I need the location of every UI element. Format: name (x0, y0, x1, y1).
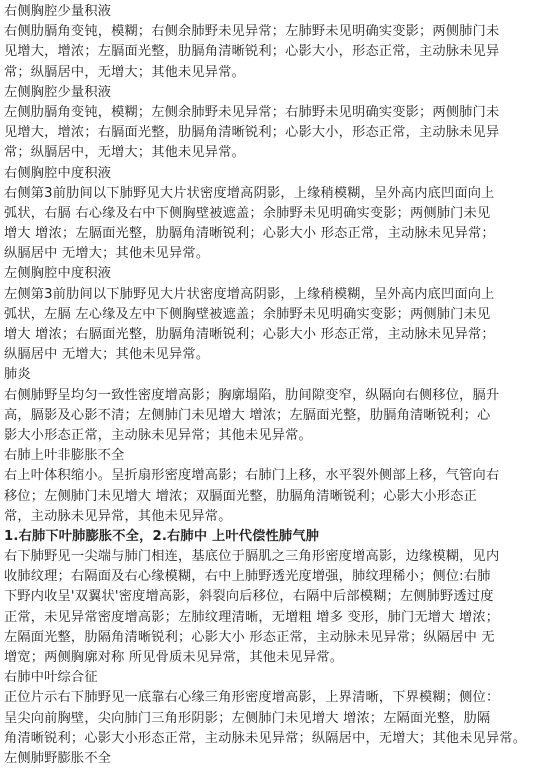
section-text-line: 左隔面光整，肋隔角清晰锐利；心影大小 形态正常，主动脉未见异常；纵隔居中 无 (4, 629, 495, 645)
section-text-line: 右侧肋膈角变钝，模糊；右侧余肺野未见异常；左肺野未见明确实变影；两侧肺门未 (4, 24, 500, 40)
section-title: 左侧胸腔少量积液 (4, 84, 112, 100)
section-text-line: 常；纵膈居中，无增大；其他未见异常。 (4, 145, 245, 161)
section-text-line: 增大 增浓；左膈面光整，肋膈角清晰锐利；心影大小 形态正常，主动脉未见异常； (4, 226, 495, 242)
section-text-line: 增大 增浓；右膈面光整，肋膈角清晰锐利；心影大小 形态正常，主动脉未见异常； (4, 327, 495, 342)
section-text-line: 下野内收呈'双翼状'密度增高影，斜裂向后移位，右隔中后部模糊；左侧肺野透过度 (4, 589, 494, 605)
section-text-line: 见增大，增浓；左膈面光整，肋膈角清晰锐利；心影大小，形态正常，主动脉未见异 (4, 44, 500, 60)
section-text-line: 增宽；两侧胸廓对称 所见骨质未见异常，其他未见异常。 (4, 650, 344, 665)
section-text-line: 影大小形态正常，主动脉未见异常；其他未见异常。 (4, 427, 312, 443)
section-title: 右肺上叶非膨胀不全 (4, 448, 125, 464)
section-text-line: 右侧第3前肋间以下肺野见大片状密度增高阴影，上缘稍模糊，呈外高内底凹面向上 (4, 185, 495, 201)
section-text-line: 见增大，增浓；右膈面光整，肋膈角清晰锐利；心影大小，形态正常，主动脉未见异 (4, 125, 500, 141)
section-text-line: 移位；左侧肺门未见增大 增浓；双膈面光整，肋膈角清晰锐利；心影大小形态正 (4, 488, 477, 504)
section-title: 1.右肺下叶肺膨胀不全，2.右肺中 上叶代偿性肺气肿 (4, 528, 320, 544)
section-text-line: 常；纵膈居中，无增大；其他未见异常。 (4, 64, 245, 80)
section-title: 肺炎 (4, 367, 31, 383)
section-text-line: 常，主动脉未见异常，其他未见异常。 (4, 508, 232, 524)
section-title: 右侧胸腔少量积液 (4, 4, 112, 19)
section-text-line: 正常，未见异常密度增高影；左肺纹理清晰，无增粗 增多 变形，肺门无增大 增浓； (4, 609, 500, 625)
section-title: 右肺中叶综合征 (4, 670, 98, 686)
section-text-line: 纵膈居中 无增大；其他未见异常。 (4, 347, 210, 363)
section-text-line: 弧状，左膈 左心缘及左中下侧胸壁被遮盖；余肺野未见明确实变影；两侧肺门未见 (4, 306, 491, 322)
section-text-line: 高，膈影及心影不清；左侧肺门未见增大 增浓；左膈面光整，肋膈角清晰锐利；心 (4, 407, 491, 423)
section-text-line: 弧状，右膈 右心缘及右中下侧胸壁被遮盖；余肺野未见明确实变影；两侧肺门未见 (4, 205, 491, 221)
section-title: 左侧胸腔中度积液 (4, 266, 112, 282)
section-text-line: 角清晰锐利；心影大小形态正常，主动脉未见异常；纵隔居中，无增大；其他未见异常。 (4, 730, 527, 746)
section-text-line: 右下肺野见一尖端与肺门相连，基底位于膈肌之三角形密度增高影，边缘模糊，见内 (4, 549, 500, 565)
section-text-line: 正位片示右下肺野见一底靠右心缘三角形密度增高影，上界清晰，下界模糊；侧位： (4, 690, 500, 706)
section-text-line: 呈尖向前胸壁，尖向肺门三角形阴影；左侧肺门未见增大 增浓；左隔面光整，肋隔 (4, 710, 491, 726)
section-text-line: 右侧肺野呈均匀一致性密度增高影；胸廓塌陷，肋间隙变窄，纵隔向右侧移位，膈升 (4, 387, 500, 403)
section-title: 右侧胸腔中度积液 (4, 165, 112, 181)
section-text-line: 左侧肋膈角变钝，模糊；左侧余肺野未见异常；右肺野未见明确实变影；两侧肺门未 (4, 104, 500, 120)
section-text-line: 左侧第3前肋间以下肺野见大片状密度增高阴影，上缘稍模糊，呈外高内底凹面向上 (4, 286, 495, 302)
section-text-line: 右上叶体积缩小。呈折扇形密度增高影；右肺门上移，水平裂外侧部上移，气管向右 (4, 468, 500, 484)
section-text-line: 纵膈居中 无增大；其他未见异常。 (4, 246, 210, 262)
section-text-line: 收肺纹理；右隔面及右心缘模糊，右中上肺野透光度增强，肺纹理稀小；侧位:右肺 (4, 569, 491, 585)
section-title: 左侧肺野膨胀不全 (4, 750, 112, 766)
